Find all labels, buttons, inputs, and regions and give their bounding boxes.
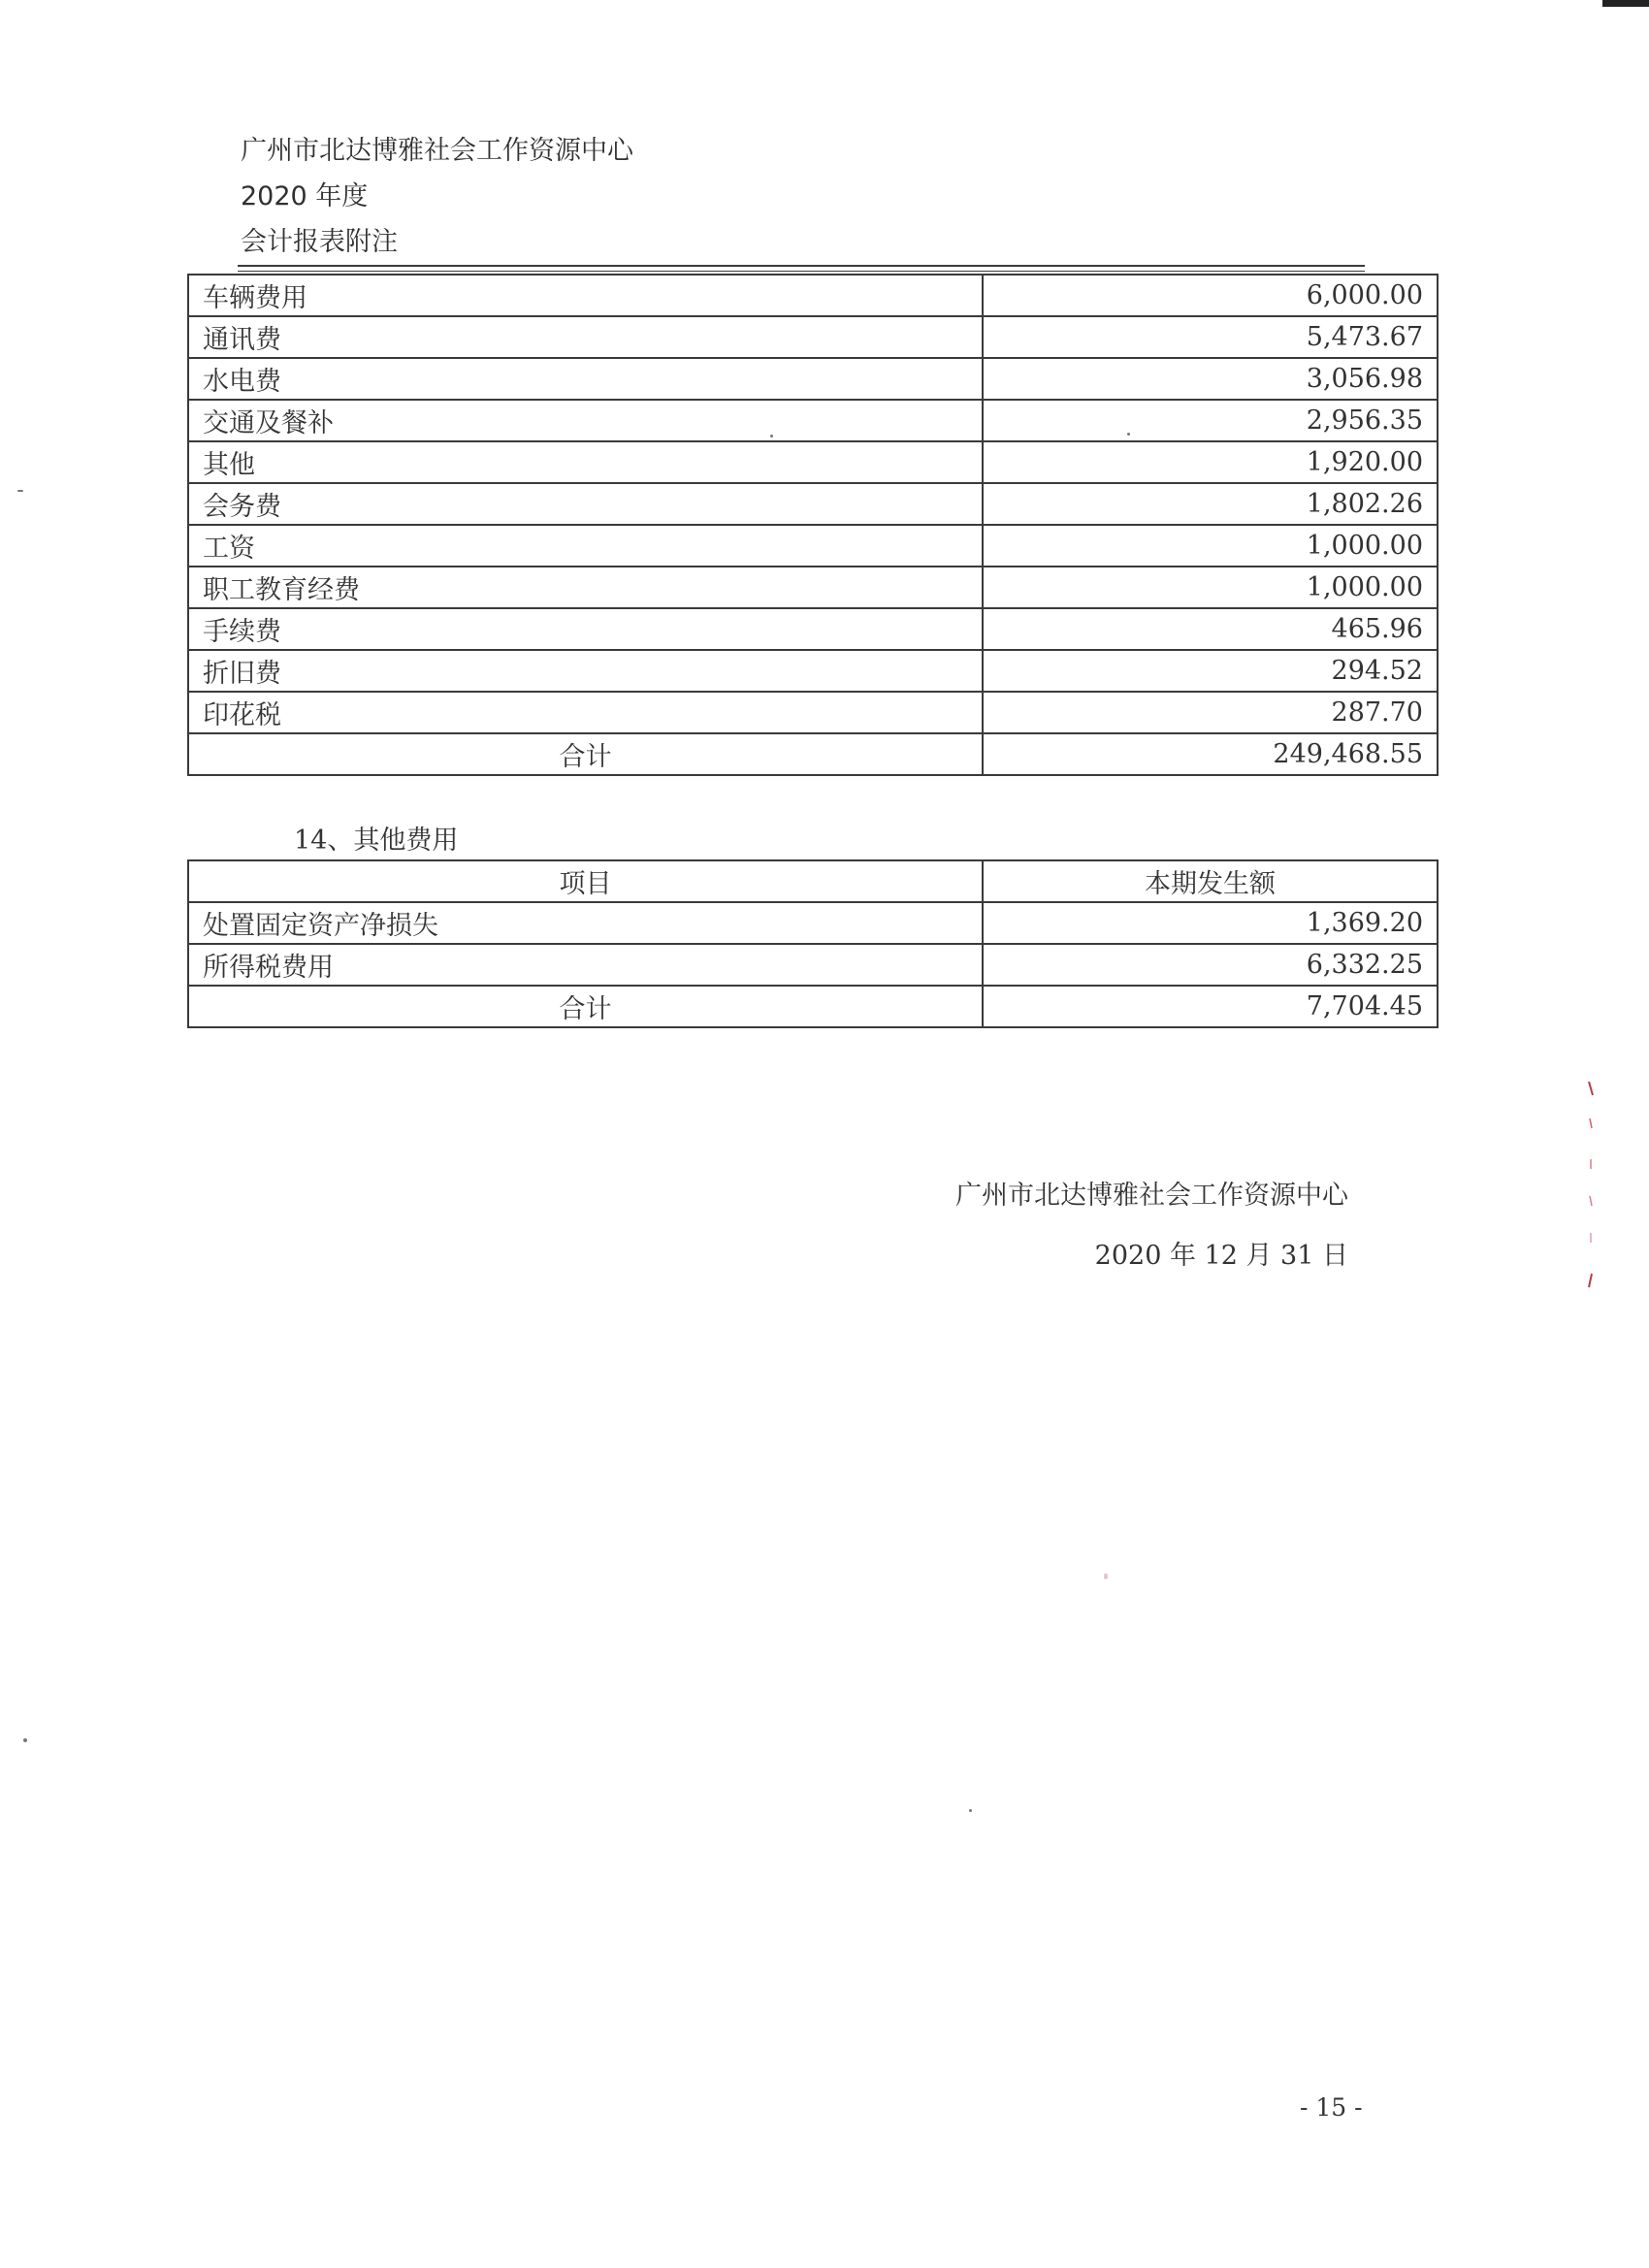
table-row bbox=[188, 567, 1438, 608]
expense-table bbox=[187, 274, 1439, 776]
column-header-item: 项目 bbox=[188, 860, 983, 902]
amount-cell: 1,802.26 bbox=[983, 483, 1438, 525]
header-rule bbox=[238, 265, 1365, 267]
table-row bbox=[188, 650, 1438, 692]
item-cell: 通讯费 bbox=[188, 316, 983, 358]
table-header-row bbox=[188, 860, 1438, 902]
column-header-amount: 本期发生额 bbox=[983, 860, 1438, 902]
item-cell: 职工教育经费 bbox=[188, 567, 983, 608]
scan-corner-mark bbox=[1602, 0, 1649, 7]
item-cell: 会务费 bbox=[188, 483, 983, 525]
table-row bbox=[188, 358, 1438, 400]
scan-speck bbox=[23, 1738, 27, 1742]
amount-cell: 1,920.00 bbox=[983, 441, 1438, 483]
amount-cell: 294.52 bbox=[983, 650, 1438, 692]
amount-cell: 287.70 bbox=[983, 692, 1438, 733]
amount-cell: 3,056.98 bbox=[983, 358, 1438, 400]
amount-cell: 1,369.20 bbox=[983, 902, 1438, 944]
header-rule-thin bbox=[238, 271, 1365, 272]
amount-cell: 1,000.00 bbox=[983, 567, 1438, 608]
scan-speck bbox=[969, 1809, 972, 1812]
signature-date: 2020 年 12 月 31 日 bbox=[1094, 1241, 1348, 1271]
item-cell: 手续费 bbox=[188, 608, 983, 650]
seal-edge-mark bbox=[1587, 1082, 1595, 1297]
signature-organization: 广州市北达博雅社会工作资源中心 bbox=[955, 1181, 1348, 1211]
total-label-cell: 合计 bbox=[188, 986, 983, 1027]
scan-speck bbox=[1104, 1573, 1108, 1579]
table-row bbox=[188, 608, 1438, 650]
table-row bbox=[188, 902, 1438, 944]
item-cell: 折旧费 bbox=[188, 650, 983, 692]
total-amount-cell: 249,468.55 bbox=[983, 733, 1438, 775]
item-cell: 车辆费用 bbox=[188, 275, 983, 316]
table-row bbox=[188, 275, 1438, 316]
amount-cell: 2,956.35 bbox=[983, 400, 1438, 441]
total-amount-cell: 7,704.45 bbox=[983, 986, 1438, 1027]
item-cell: 工资 bbox=[188, 525, 983, 567]
amount-cell: 5,473.67 bbox=[983, 316, 1438, 358]
table-row bbox=[188, 441, 1438, 483]
amount-cell: 465.96 bbox=[983, 608, 1438, 650]
item-cell: 水电费 bbox=[188, 358, 983, 400]
table-row bbox=[188, 525, 1438, 567]
table-row bbox=[188, 692, 1438, 733]
table-row bbox=[188, 483, 1438, 525]
page-header bbox=[241, 128, 633, 265]
header-organization: 广州市北达博雅社会工作资源中心 bbox=[241, 136, 633, 166]
amount-cell: 6,000.00 bbox=[983, 275, 1438, 316]
table-row bbox=[188, 944, 1438, 986]
total-label-cell: 合计 bbox=[188, 733, 983, 775]
total-row bbox=[188, 986, 1438, 1027]
scan-speck bbox=[17, 490, 23, 492]
section-title: 14、其他费用 bbox=[294, 826, 459, 856]
table-row bbox=[188, 400, 1438, 441]
total-row bbox=[188, 733, 1438, 775]
item-cell: 交通及餐补 bbox=[188, 400, 983, 441]
item-cell: 印花税 bbox=[188, 692, 983, 733]
amount-cell: 6,332.25 bbox=[983, 944, 1438, 986]
header-document-title: 会计报表附注 bbox=[241, 227, 398, 257]
header-year: 2020 年度 bbox=[241, 181, 369, 211]
scan-speck bbox=[1127, 433, 1130, 436]
other-expenses-table bbox=[187, 859, 1439, 1028]
table-row bbox=[188, 316, 1438, 358]
item-cell: 所得税费用 bbox=[188, 944, 983, 986]
page-number: - 15 - bbox=[1300, 2093, 1363, 2122]
item-cell: 处置固定资产净损失 bbox=[188, 902, 983, 944]
scan-speck bbox=[770, 435, 773, 437]
item-cell: 其他 bbox=[188, 441, 983, 483]
amount-cell: 1,000.00 bbox=[983, 525, 1438, 567]
